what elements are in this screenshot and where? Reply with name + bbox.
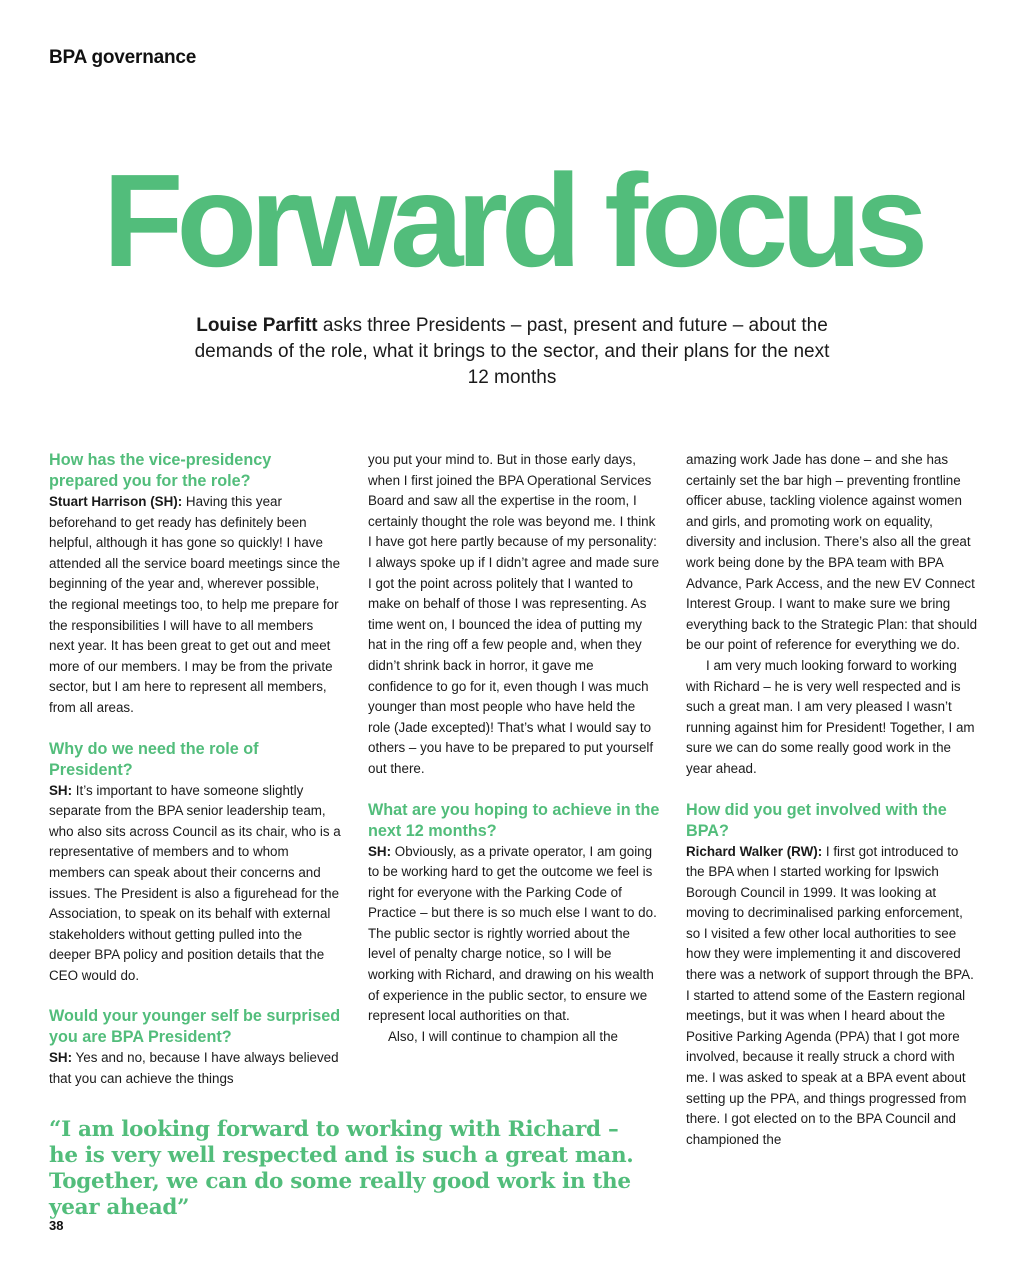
author-name: Louise Parfitt (196, 315, 318, 336)
answer-text: Obviously, as a private operator, I am going to be working hard to get the outcome we feel is right for everyone with the Parking Code of Practice – but there is so much else I want to do. The public sector is rightly worried about the level of penalty charge notice, so I will be working with Richard, and drawing on his wealth of experience in the public sector, to ensure we represent local authorities on that. (368, 843, 657, 1024)
answer-text: It’s important to have someone slightly separate from the BPA senior leadership team, who also sits across Council as its chair, who is a representative of members and to whom members can speak about their concerns and issues. The President is also a figurehead for the Association, to speak on its behalf with external stakeholders without getting pulled into the deeper BPA policy and position details that the CEO would do. (49, 782, 341, 983)
section-label: BPA governance (49, 47, 197, 68)
speaker-label: SH: (49, 1050, 73, 1066)
answer-paragraph (368, 842, 660, 1027)
answer-text: I first got introduced to the BPA when I started working for Ipswich Borough Council in 1999. It was looking at moving to decriminalised parking enforcement, so I visited a few other local authorities to see how they were implementing it and discovered there was a network of support through the BPA. I started to attend some of the Eastern regional meetings, but it was when I heard about the Positive Parking Agenda (PPA) that I got more involved, because it really struck a chord with me. I was asked to speak at a BPA event about setting up the PPA, and things progressed from there. I got elected on to the BPA Council and championed the (686, 843, 974, 1147)
answer-paragraph (49, 492, 341, 719)
column-2 (368, 450, 660, 1047)
speaker-label: SH: (368, 843, 392, 859)
speaker-label: Richard Walker (RW): (686, 843, 823, 859)
pull-quote: “I am looking forward to working with Richard – he is very well respected and is such a great man. Together, we can do some really good work in the year ahead” (49, 1117, 634, 1220)
question-heading: What are you hoping to achieve in the next 12 months? (368, 800, 660, 840)
question-heading: Would your younger self be surprised you are BPA President? (49, 1007, 341, 1047)
answer-paragraph: amazing work Jade has done – and she has certainly set the bar high – preventing frontline officer abuse, tackling violence against women and girls, and promoting work on equality, diversity and inclusion. There’s also all the great work being done by the BPA team with BPA Advance, Park Access, and the new EV Connect Interest Group. I want to make sure we bring everything back to the Strategic Plan: that should be our point of reference for everything we do. (686, 452, 978, 653)
question-heading: How did you get involved with the BPA? (686, 800, 947, 840)
speaker-label: Stuart Harrison (SH): (49, 494, 183, 509)
article-title: Forward focus (102, 147, 922, 294)
answer-text: Yes and no, because I have always believed that you can achieve the things (49, 1050, 339, 1087)
question-heading: Why do we need the role of President? (49, 739, 259, 779)
standfirst-text: asks three Presidents – past, present and future – about the demands of the role, what it brings to the sector, and their plans for the next 12 months (194, 315, 830, 388)
column-1 (49, 450, 341, 1090)
answer-paragraph: Also, I will continue to champion all the (388, 1028, 618, 1044)
answer-paragraph (49, 1048, 341, 1089)
question-heading: How has the vice-presidency prepared you for the role? (49, 451, 272, 490)
column-3 (686, 450, 978, 1150)
standfirst (190, 313, 834, 391)
answer-paragraph: I am very much looking forward to working with Richard – he is very well respected and is such a great man. I am very pleased I wasn’t running against him for President! Together, I am sure we can do some really good work in the year ahead. (686, 657, 975, 776)
answer-text: Having this year beforehand to get ready has definitely been helpful, although it has gone so quickly! I have attended all the service board meetings since the beginning of the year and, wherever possible, the regional meetings too, to help me prepare for the responsibilities I will have to all members next year. It has been great to get out and meet more of our members. I may be from the private sector, but I am here to represent all members, from all areas. (49, 494, 341, 715)
speaker-label: SH: (49, 782, 73, 798)
answer-paragraph (49, 781, 341, 987)
answer-paragraph: you put your mind to. But in those early days, when I first joined the BPA Operational Services Board and saw all the expertise in the room, I certainly thought the role was beyond me. I think I have got here partly because of my personality: I always spoke up if I didn’t agree and made sure I got the point across politely that I wanted to make on behalf of those I was representing. As time went on, I bounced the idea of putting my hat in the ring off a few people and, when they didn’t shrink back in horror, it gave me confidence to go for it, even though I was much younger than most people who have held the role (Jade excepted)! That’s what I would say to others – you have to be prepared to put yourself out there. (368, 452, 660, 776)
answer-paragraph (686, 842, 978, 1151)
page-number: 38 (49, 1218, 64, 1233)
